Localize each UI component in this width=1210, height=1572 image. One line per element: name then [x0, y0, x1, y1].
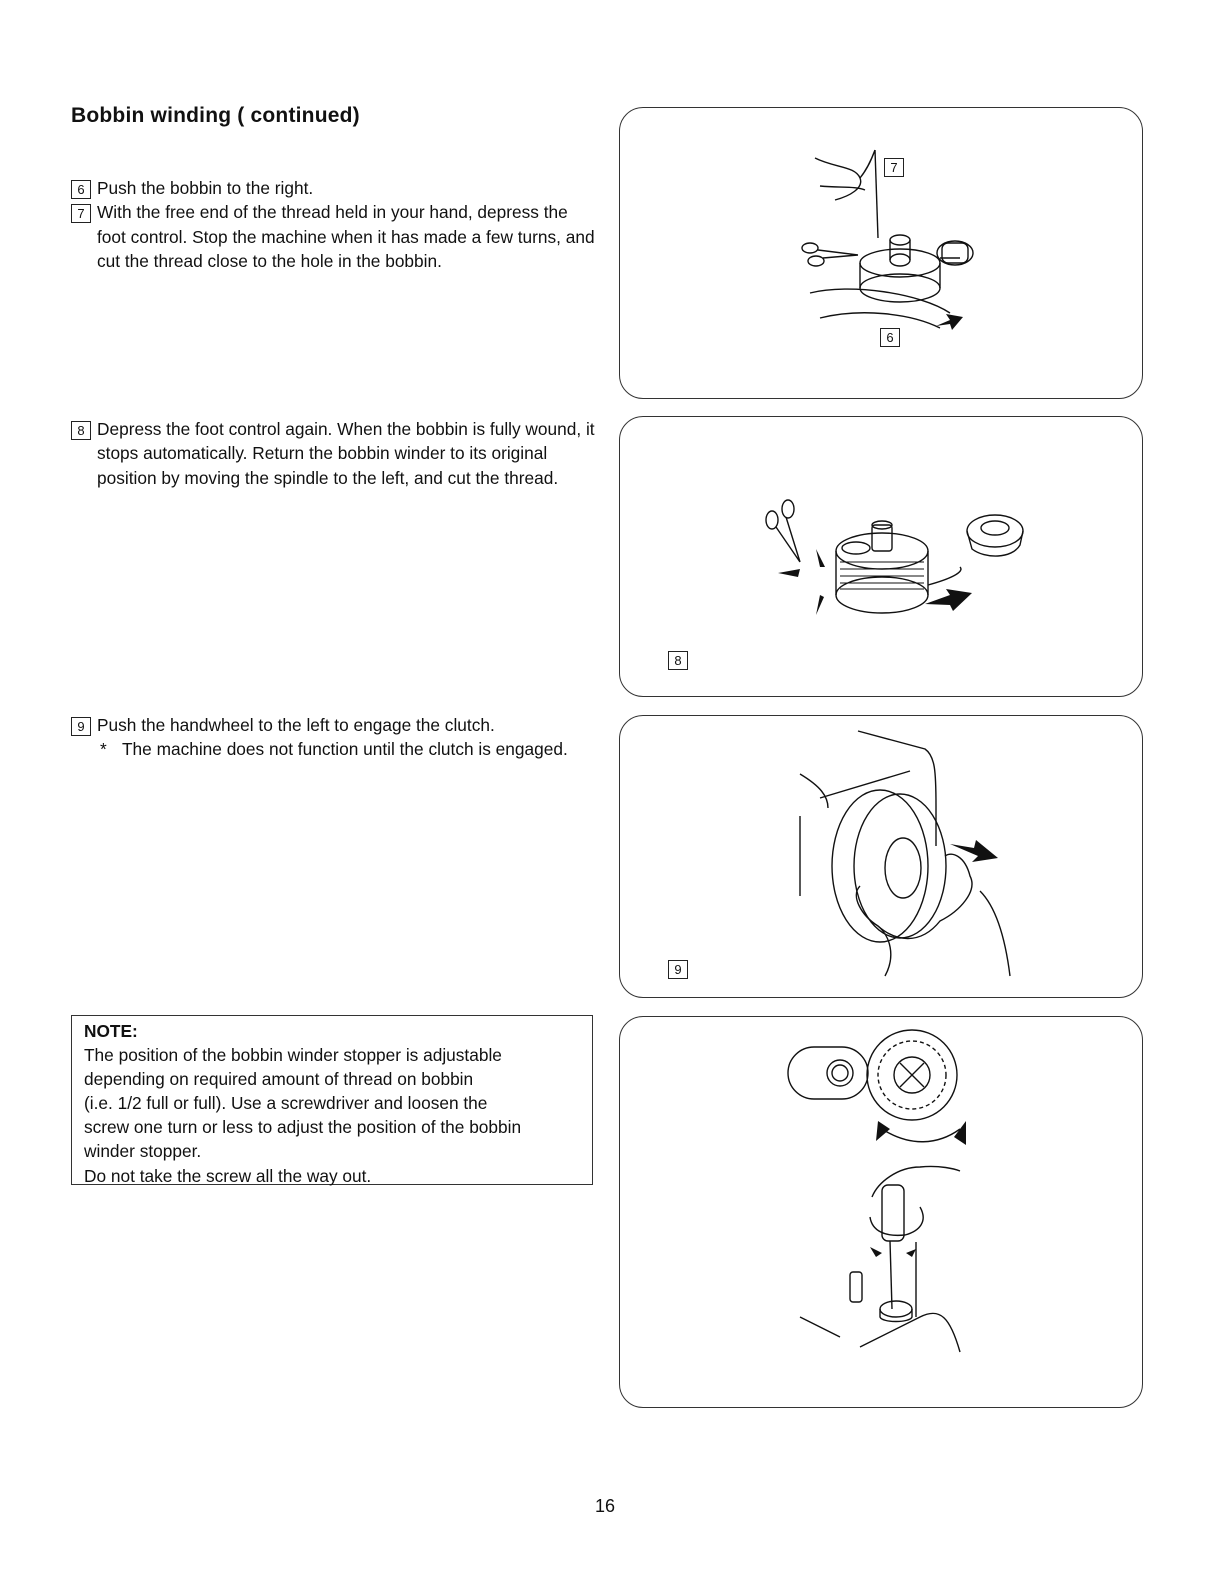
steps-group-2 [71, 417, 596, 490]
stopper-adjustment-illustration [620, 1017, 1143, 1408]
handwheel-illustration [620, 716, 1143, 998]
step-9-remark [71, 737, 572, 761]
note-line: The position of the bobbin winder stopper is adjustable [84, 1045, 502, 1066]
bobbin-wound-illustration [620, 417, 1143, 697]
step-text: Push the handwheel to the left to engage the clutch. [97, 715, 495, 735]
note-line: depending on required amount of thread on bobbin [84, 1069, 474, 1090]
steps-group-1 [71, 176, 596, 273]
page-number: 16 [594, 1496, 616, 1516]
step-number-box: 7 [71, 204, 91, 223]
step-text: Push the bobbin to the right. [97, 178, 314, 198]
remark-text: The machine does not function until the clutch is engaged. [122, 739, 568, 760]
figure-bobbin-wound [619, 416, 1143, 697]
figure-label: 6 [880, 328, 900, 347]
step-number-box: 9 [71, 717, 91, 736]
step-number-box: 8 [71, 421, 91, 440]
figure-label: 8 [668, 651, 688, 670]
figure-stopper-adjustment [619, 1016, 1143, 1408]
figure-label: 9 [668, 960, 688, 979]
step-6 [71, 176, 596, 200]
step-9 [71, 713, 596, 737]
figure-label: 7 [884, 158, 904, 177]
step-text: With the free end of the thread held in your hand, depress the foot control. Stop the machine when it has made a few turns, and cut the thread close to the hole in the bobbin. [97, 202, 595, 271]
step-7 [71, 200, 596, 273]
figure-bobbin-push-right [619, 107, 1143, 399]
note-line: Do not take the screw all the way out. [84, 1165, 372, 1186]
note-title: NOTE: [84, 1021, 138, 1041]
step-number-box: 6 [71, 180, 91, 199]
note-line: screw one turn or less to adjust the position of the bobbin [84, 1117, 522, 1138]
page-title: Bobbin winding ( continued) [71, 104, 360, 127]
steps-group-3 [71, 713, 596, 762]
figure-handwheel [619, 715, 1143, 998]
step-text: Depress the foot control again. When the bobbin is fully wound, it stops automatically. Return the bobbin winder to its original position by moving the spindle to the left, and cut the thread. [97, 419, 595, 488]
step-8 [71, 417, 596, 490]
bobbin-winding-illustration [620, 108, 1143, 399]
note-line: (i.e. 1/2 full or full). Use a screwdriver and loosen the [84, 1093, 488, 1114]
note-box [71, 1015, 593, 1185]
note-line: winder stopper. [84, 1141, 202, 1162]
asterisk: * [100, 739, 107, 760]
